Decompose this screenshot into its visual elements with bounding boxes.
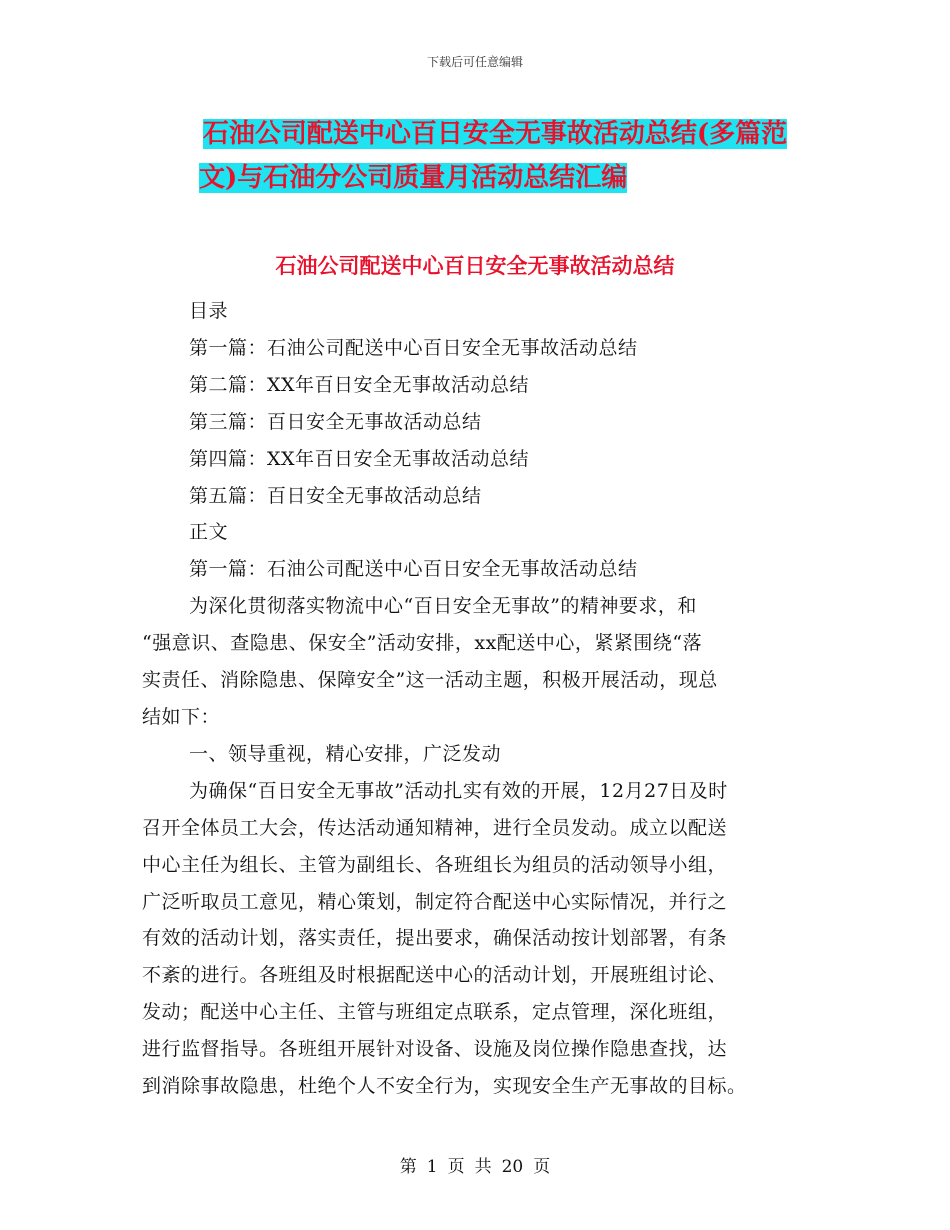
page-number: 1 [426, 1157, 438, 1177]
subsection-heading: 一、领导重视，精心安排，广泛发动 [189, 742, 502, 765]
total-pages: 20 [501, 1157, 524, 1177]
paragraph-line: “强意识、查隐患、保安全”活动安排，xx配送中心，紧紧围绕“落 [142, 632, 703, 655]
toc-item: 第四篇：XX年百日安全无事故活动总结 [189, 447, 530, 470]
body-text [142, 293, 812, 1105]
toc-item: 第一篇：石油公司配送中心百日安全无事故活动总结 [189, 336, 638, 359]
paragraph-line: 实责任、消除隐患、保障安全”这一活动主题，积极开展活动，现总 [142, 669, 718, 692]
paragraph-line: 有效的活动计划，落实责任，提出要求，确保活动按计划部署，有条 [142, 927, 728, 950]
footer-prefix: 第 [399, 1157, 417, 1177]
paragraph-line: 到消除事故隐患，杜绝个人不安全行为，实现安全生产无事故的目标。 [142, 1075, 747, 1098]
paragraph-line: 为确保“百日安全无事故”活动扎实有效的开展，12月27日及时 [189, 779, 728, 802]
paragraph-line: 召开全体员工大会，传达活动通知精神，进行全员发动。成立以配送 [142, 816, 728, 839]
paragraph-line: 发动；配送中心主任、主管与班组定点联系，定点管理，深化班组， [142, 1001, 728, 1024]
section-title: 石油公司配送中心百日安全无事故活动总结 [275, 253, 675, 278]
paragraph-line: 进行监督指导。各班组开展针对设备、设施及岗位操作隐患查找，达 [142, 1038, 728, 1061]
body-heading: 正文 [189, 521, 229, 544]
paragraph-line: 中心主任为组长、主管为副组长、各班组长为组员的活动领导小组， [142, 853, 728, 876]
footer-total-label: 共 [474, 1157, 492, 1177]
toc-item: 第五篇：百日安全无事故活动总结 [189, 484, 482, 507]
title-line-1: 石油公司配送中心百日安全无事故活动总结(多篇范 [202, 119, 788, 149]
chapter-heading: 第一篇：石油公司配送中心百日安全无事故活动总结 [189, 558, 638, 581]
title-line-2: 文)与石油分公司质量月活动总结汇编 [199, 163, 628, 193]
header-note: 下载后可任意编辑 [426, 55, 523, 69]
document-title [150, 112, 840, 200]
toc-heading: 目录 [189, 300, 229, 322]
toc-item: 第二篇：XX年百日安全无事故活动总结 [189, 373, 530, 396]
paragraph-line: 结如下： [142, 705, 221, 728]
footer-suffix: 页 [533, 1157, 551, 1177]
toc-item: 第三篇：百日安全无事故活动总结 [189, 410, 482, 433]
page-footer [0, 1152, 950, 1177]
paragraph-line: 广泛听取员工意见，精心策划，制定符合配送中心实际情况，并行之 [142, 890, 728, 913]
paragraph-line: 不紊的进行。各班组及时根据配送中心的活动计划，开展班组讨论、 [142, 964, 728, 987]
footer-page-label: 页 [447, 1157, 465, 1177]
paragraph-line: 为深化贯彻落实物流中心“百日安全无事故”的精神要求，和 [189, 595, 697, 618]
